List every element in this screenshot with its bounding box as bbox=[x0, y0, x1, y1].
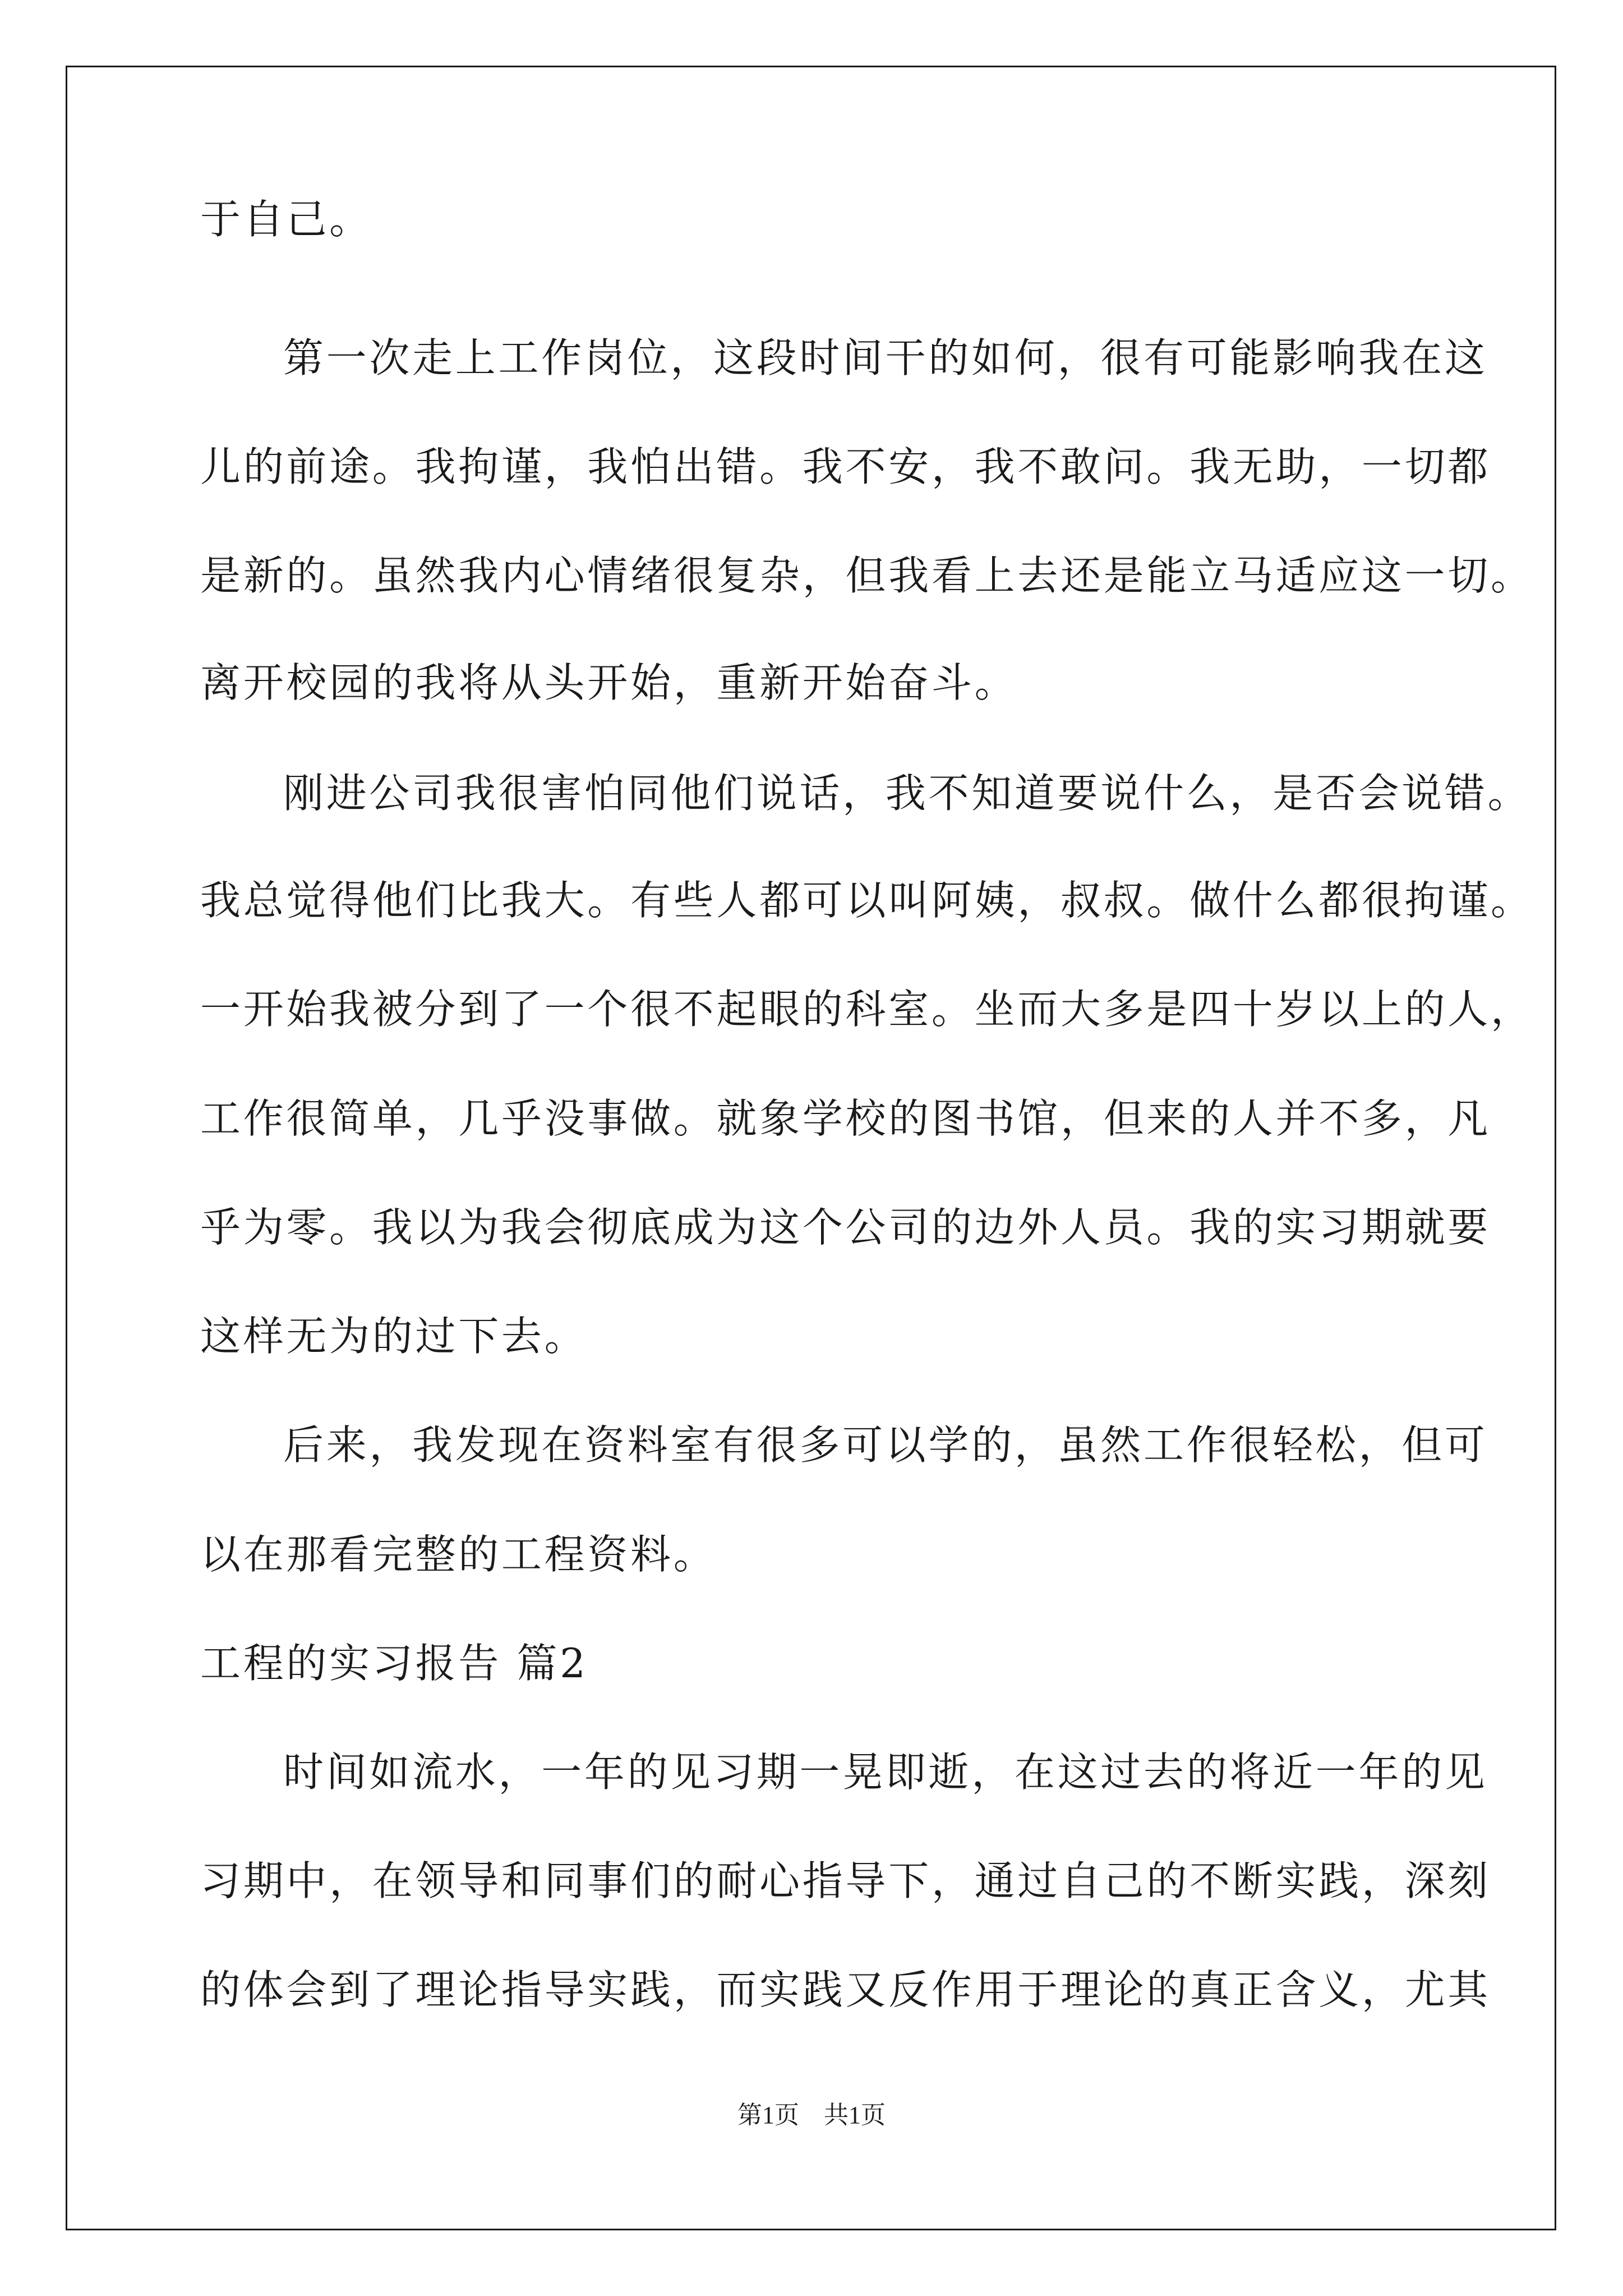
section-heading: 工程的实习报告 篇2 bbox=[200, 1640, 588, 1687]
paragraph-line: 于自己。 bbox=[200, 196, 372, 243]
paragraph-line: 离开校园的我将从头开始，重新开始奋斗。 bbox=[200, 659, 1018, 706]
paragraph-line: 这样无为的过下去。 bbox=[200, 1313, 588, 1360]
paragraph-line: 习期中，在领导和同事们的耐心指导下，通过自己的不断实践，深刻 bbox=[200, 1857, 1491, 1904]
paragraph-line: 乎为零。我以为我会彻底成为这个公司的边外人员。我的实习期就要 bbox=[200, 1204, 1491, 1251]
paragraph-line: 刚进公司我很害怕同他们说话，我不知道要说什么，是否会说错。 bbox=[283, 770, 1531, 817]
paragraph-line: 是新的。虽然我内心情绪很复杂，但我看上去还是能立马适应这一切。 bbox=[200, 552, 1534, 599]
paragraph-line: 以在那看完整的工程资料。 bbox=[200, 1531, 717, 1578]
paragraph-line: 工作很简单，几乎没事做。就象学校的图书馆，但来的人并不多，凡 bbox=[200, 1095, 1491, 1142]
paragraph-line: 时间如流水，一年的见习期一晃即逝，在这过去的将近一年的见 bbox=[283, 1749, 1488, 1796]
paragraph-line: 第一次走上工作岗位，这段时间干的如何，很有可能影响我在这 bbox=[283, 334, 1488, 381]
paragraph-line: 后来，我发现在资料室有很多可以学的，虽然工作很轻松，但可 bbox=[283, 1421, 1488, 1469]
paragraph-line: 一开始我被分到了一个很不起眼的科室。坐而大多是四十岁以上的人， bbox=[200, 986, 1534, 1033]
paragraph-line: 儿的前途。我拘谨，我怕出错。我不安，我不敢问。我无助，一切都 bbox=[200, 443, 1491, 490]
paragraph-line: 的体会到了理论指导实践，而实践又反作用于理论的真正含义，尤其 bbox=[200, 1966, 1491, 2013]
paragraph-line: 我总觉得他们比我大。有些人都可以叫阿姨，叔叔。做什么都很拘谨。 bbox=[200, 877, 1534, 924]
page-footer: 第1页 共1页 bbox=[737, 2101, 886, 2129]
page-border bbox=[66, 66, 1556, 2230]
